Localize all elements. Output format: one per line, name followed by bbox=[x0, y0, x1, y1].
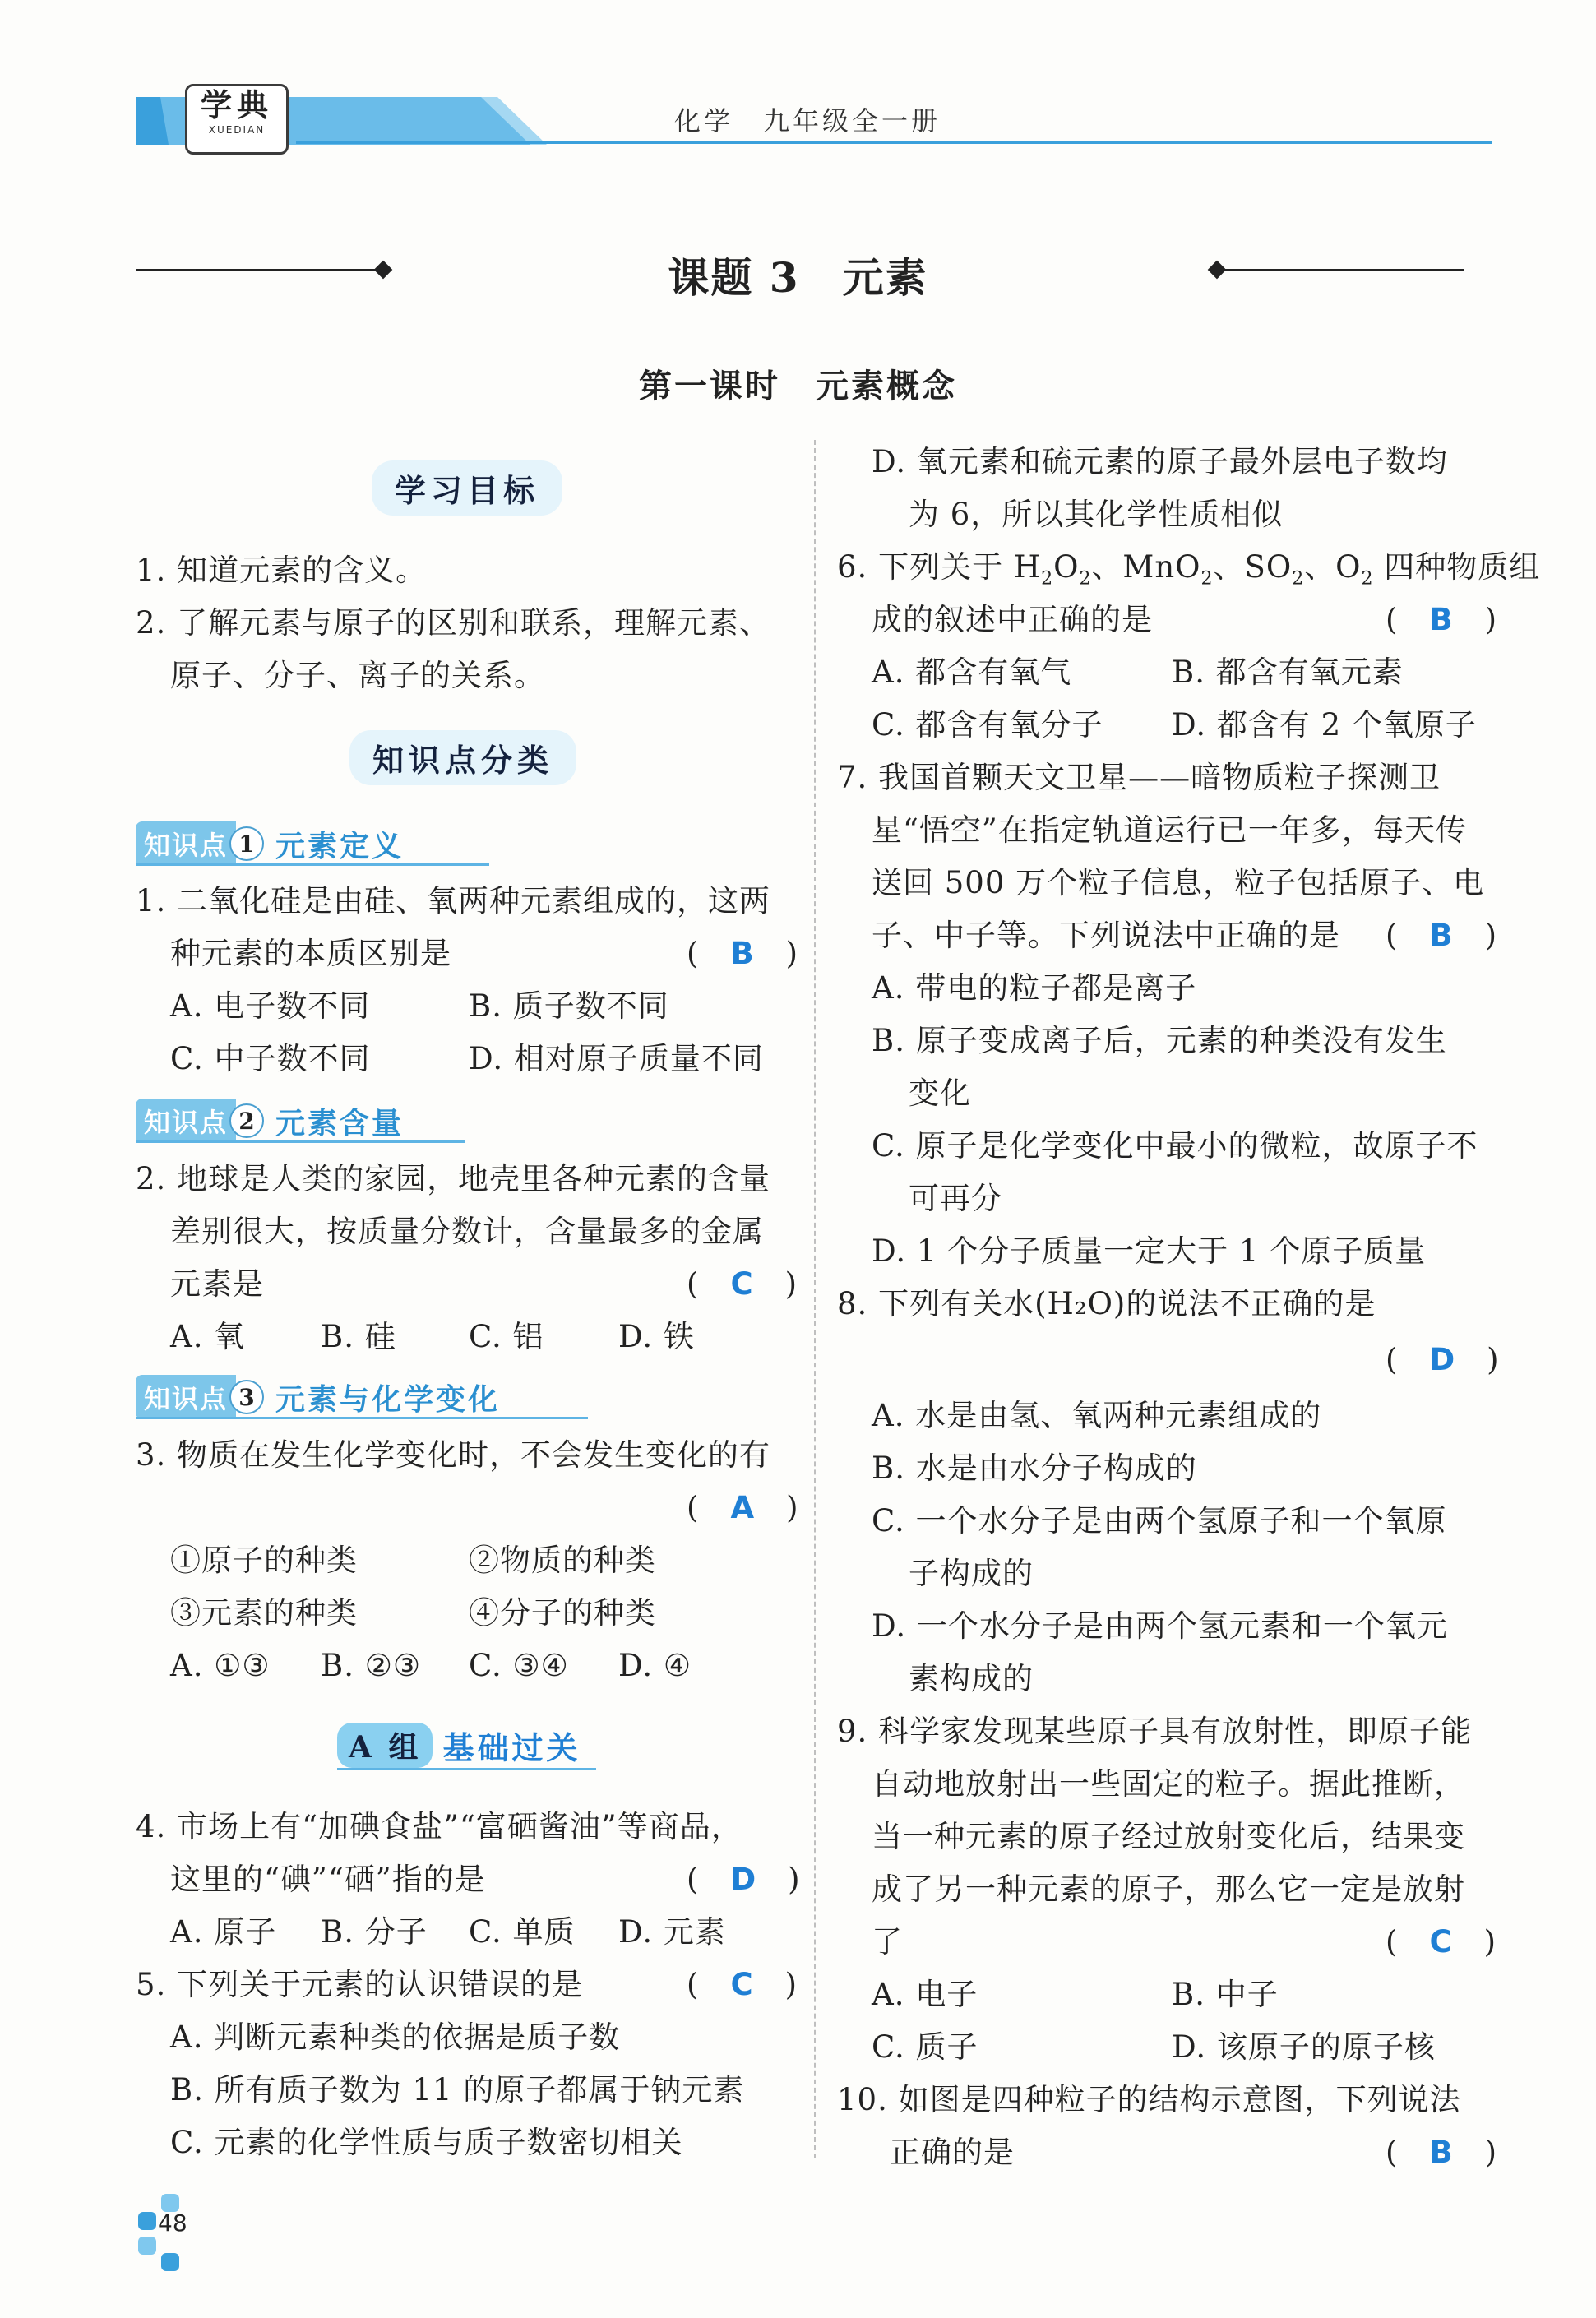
option: A. 带电的粒子都是离子 bbox=[872, 970, 1197, 1006]
answer-bracket: ( D ) bbox=[1386, 1342, 1500, 1377]
logo-text: 学典 bbox=[200, 86, 273, 123]
answer: D bbox=[1429, 1342, 1456, 1377]
option: D. 相对原子质量不同 bbox=[469, 1041, 764, 1076]
section-badge-goals: 学习目标 bbox=[372, 460, 562, 516]
publisher-logo bbox=[185, 84, 289, 155]
question-text: 7. 我国首颗天文卫星——暗物质粒子探测卫 bbox=[837, 760, 1441, 795]
kp-number: 3 bbox=[229, 1380, 264, 1414]
question-text-part: 四种物质组 bbox=[1384, 549, 1541, 585]
question-text: 5. 下列关于元素的认识错误的是 bbox=[136, 1967, 584, 2002]
option: C. 都含有氧分子 bbox=[872, 707, 1103, 743]
group-a-title: 基础过关 bbox=[442, 1730, 581, 1766]
option: D. ④ bbox=[618, 1648, 692, 1683]
kp-number: 2 bbox=[229, 1103, 264, 1138]
column-divider bbox=[814, 440, 816, 2158]
option: D. 铁 bbox=[618, 1319, 695, 1354]
group-a-badge: A 组 bbox=[337, 1723, 433, 1768]
option: B. 水是由水分子构成的 bbox=[872, 1450, 1197, 1486]
section-badge-knowledge: 知识点分类 bbox=[349, 730, 576, 785]
chapter-title: 课题 3 元素 bbox=[668, 253, 928, 302]
option: C. 单质 bbox=[469, 1914, 576, 1950]
answer: C bbox=[730, 1967, 754, 2002]
option: 可再分 bbox=[909, 1181, 1002, 1216]
option: B. 质子数不同 bbox=[469, 988, 669, 1024]
hexagon-icon bbox=[161, 2253, 179, 2271]
kp-title: 元素定义 bbox=[275, 829, 405, 863]
goal-item: 2. 了解元素与原子的区别和联系，理解元素、 bbox=[136, 605, 771, 641]
option: C. 铝 bbox=[469, 1319, 544, 1354]
answer: D bbox=[730, 1862, 757, 1897]
answer: B bbox=[1429, 2135, 1454, 2170]
question-text: 10. 如图是四种粒子的结构示意图，下列说法 bbox=[837, 2082, 1461, 2117]
knowledge-point-header bbox=[136, 1102, 404, 1140]
option: C. 原子是化学变化中最小的微粒，故原子不 bbox=[872, 1128, 1478, 1164]
hexagon-icon bbox=[138, 2237, 156, 2255]
kp-number: 1 bbox=[229, 826, 264, 861]
answer-bracket: ( C ) bbox=[1386, 1924, 1497, 1959]
option: D. 该原子的原子核 bbox=[1172, 2029, 1436, 2065]
hexagon-icon bbox=[138, 2212, 156, 2230]
header-rule bbox=[296, 141, 1492, 144]
option: A. 水是由氢、氧两种元素组成的 bbox=[872, 1398, 1322, 1433]
option: A. 电子 bbox=[872, 1977, 978, 2012]
question-text: 成的叙述中正确的是 bbox=[872, 602, 1153, 637]
question-text: 差别很大，按质量分数计，含量最多的金属 bbox=[170, 1214, 764, 1249]
option: ①原子的种类 bbox=[170, 1543, 358, 1578]
answer-bracket: ( D ) bbox=[687, 1862, 801, 1897]
option: D. 一个水分子是由两个氢元素和一个氧元 bbox=[872, 1608, 1448, 1644]
answer: B bbox=[1429, 918, 1454, 953]
option: B. ②③ bbox=[321, 1648, 422, 1683]
kp-tag: 知识点 bbox=[136, 1375, 236, 1419]
option: D. 都含有 2 个氧原子 bbox=[1172, 707, 1477, 743]
question-text: 4. 市场上有“加碘食盐”“富硒酱油”等商品， bbox=[136, 1809, 742, 1844]
option: A. 氧 bbox=[170, 1319, 246, 1354]
option: B. 中子 bbox=[1172, 1977, 1279, 2012]
logo-subtext: XUEDIAN bbox=[208, 124, 266, 136]
question-text: 正确的是 bbox=[890, 2135, 1015, 2170]
option: B. 分子 bbox=[321, 1914, 428, 1950]
question-text: 3. 物质在发生化学变化时，不会发生变化的有 bbox=[136, 1437, 771, 1473]
kp-title: 元素与化学变化 bbox=[275, 1382, 501, 1417]
answer: C bbox=[730, 1266, 754, 1302]
answer-bracket: ( C ) bbox=[687, 1266, 798, 1302]
option: B. 硅 bbox=[321, 1319, 396, 1354]
group-a-header bbox=[337, 1723, 581, 1768]
goal-item: 1. 知道元素的含义。 bbox=[136, 553, 428, 588]
option: D. 元素 bbox=[618, 1914, 726, 1950]
question-text: 成了另一种元素的原子，那么它一定是放射 bbox=[872, 1872, 1465, 1907]
question-text: 这里的“碘”“硒”指的是 bbox=[170, 1862, 486, 1897]
question-text: 2. 地球是人类的家园，地壳里各种元素的含量 bbox=[136, 1161, 771, 1196]
question-text: 9. 科学家发现某些原子具有放射性，即原子能 bbox=[837, 1714, 1473, 1749]
answer-bracket: ( B ) bbox=[1386, 2135, 1498, 2170]
question-text: 1. 二氧化硅是由硅、氧两种元素组成的，这两 bbox=[136, 883, 771, 918]
option: A. ①③ bbox=[170, 1648, 271, 1683]
lesson-title: 第一课时 元素概念 bbox=[639, 367, 957, 405]
answer: A bbox=[730, 1490, 756, 1525]
kp-tag: 知识点 bbox=[136, 1099, 236, 1143]
kp-underline bbox=[136, 1417, 588, 1419]
page-number: 48 bbox=[158, 2209, 187, 2237]
running-header: 化学 九年级全一册 bbox=[674, 105, 941, 136]
answer: C bbox=[1429, 1924, 1453, 1959]
answer-bracket: ( A ) bbox=[687, 1490, 799, 1525]
answer: B bbox=[730, 936, 755, 971]
question-text: 送回 500 万个粒子信息，粒子包括原子、电 bbox=[872, 865, 1485, 900]
option: A. 原子 bbox=[170, 1914, 277, 1950]
option: 素构成的 bbox=[909, 1661, 1034, 1696]
option: D. 1 个分子质量一定大于 1 个原子质量 bbox=[872, 1233, 1427, 1269]
goal-item: 原子、分子、离子的关系。 bbox=[170, 658, 545, 693]
group-a-underline bbox=[337, 1768, 596, 1770]
answer-bracket: ( C ) bbox=[687, 1967, 798, 2002]
option: C. 质子 bbox=[872, 2029, 978, 2065]
answer-bracket: ( B ) bbox=[687, 936, 799, 971]
option: ④分子的种类 bbox=[469, 1595, 656, 1631]
kp-title: 元素含量 bbox=[275, 1106, 405, 1140]
question-text: 了 bbox=[872, 1924, 903, 1959]
option: 为 6，所以其化学性质相似 bbox=[909, 497, 1284, 532]
question-text: 当一种元素的原子经过放射变化后，结果变 bbox=[872, 1819, 1465, 1854]
question-text-part: 6. 下列关于 H bbox=[837, 549, 1042, 585]
question-text: 种元素的本质区别是 bbox=[170, 936, 451, 971]
question-text: 自动地放射出一些固定的粒子。据此推断， bbox=[872, 1766, 1465, 1802]
question-text: 元素是 bbox=[170, 1266, 264, 1302]
option: B. 都含有氧元素 bbox=[1172, 655, 1404, 690]
answer-bracket: ( B ) bbox=[1386, 602, 1498, 637]
option: ③元素的种类 bbox=[170, 1595, 358, 1631]
option: ②物质的种类 bbox=[469, 1543, 656, 1578]
option: 子构成的 bbox=[909, 1556, 1034, 1591]
question-text: 星“悟空”在指定轨道运行已一年多，每天传 bbox=[872, 812, 1467, 848]
option: B. 原子变成离子后，元素的种类没有发生 bbox=[872, 1023, 1447, 1058]
knowledge-point-header bbox=[136, 825, 404, 863]
option: A. 都含有氧气 bbox=[872, 655, 1072, 690]
option: D. 氧元素和硫元素的原子最外层电子数均 bbox=[872, 444, 1448, 479]
option: 变化 bbox=[909, 1076, 971, 1111]
option: B. 所有质子数为 11 的原子都属于钠元素 bbox=[170, 2072, 745, 2107]
answer-bracket: ( B ) bbox=[1386, 918, 1498, 953]
option: A. 电子数不同 bbox=[170, 988, 371, 1024]
answer: B bbox=[1429, 602, 1454, 637]
option: C. ③④ bbox=[469, 1648, 569, 1683]
kp-underline bbox=[136, 863, 489, 866]
kp-underline bbox=[136, 1140, 465, 1143]
kp-tag: 知识点 bbox=[136, 821, 236, 866]
question-text: 6. 下列关于 $H_2O_2$、MnO$_2$、$SO_2$、$O_2$ 四种物质组 bbox=[837, 549, 1541, 590]
option: C. 中子数不同 bbox=[170, 1041, 371, 1076]
option: C. 一个水分子是由两个氢原子和一个氧原 bbox=[872, 1503, 1447, 1538]
question-text: 8. 下列有关水(H₂O)的说法不正确的是 bbox=[837, 1286, 1376, 1321]
knowledge-point-header bbox=[136, 1378, 500, 1416]
question-text: 子、中子等。下列说法中正确的是 bbox=[872, 918, 1340, 953]
option: A. 判断元素种类的依据是质子数 bbox=[170, 2020, 621, 2055]
option: C. 元素的化学性质与质子数密切相关 bbox=[170, 2125, 683, 2160]
